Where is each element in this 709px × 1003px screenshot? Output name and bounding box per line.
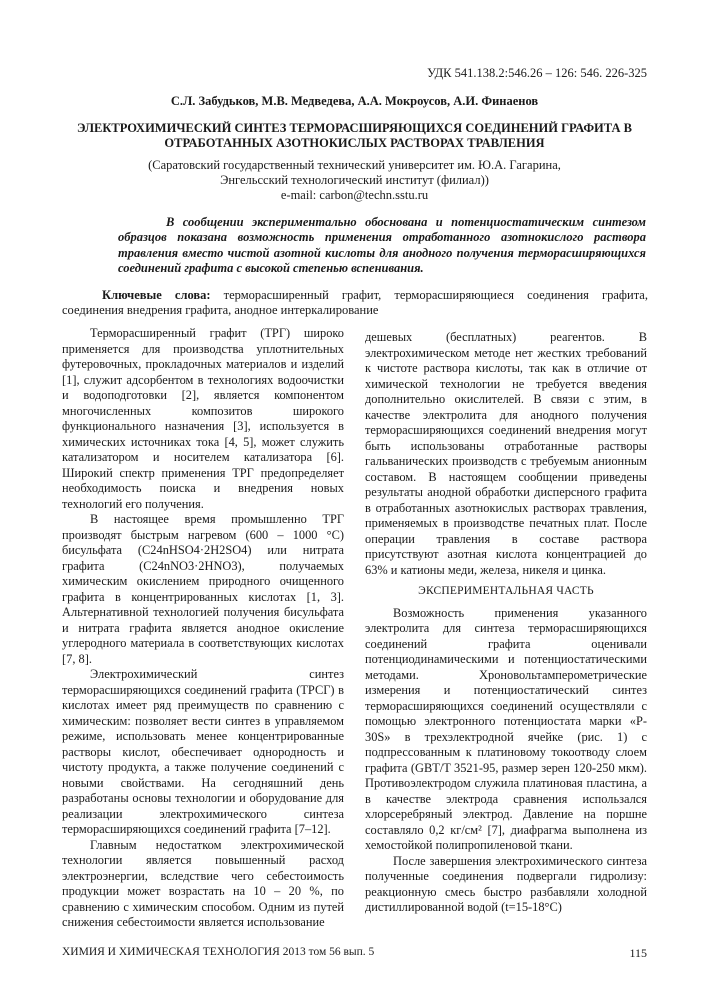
keywords [62,288,648,318]
affiliation [0,158,709,203]
paragraph: После завершения электрохимического синтеза полученные соединения подвергали гидролизу: реакционную смесь быстро разбавляли холодной дистиллированной водой (t=15-18°С) [365,853,647,914]
paragraph: В настоящее время промышленно ТРГ производят быстрым нагревом (600 – 1000 °С) бисульфата (C24nHSO4·2H2SO4) или нитрата графита (C24nNO3·2HNO3), получаемых химическим окислением природного очищенного графита в концентрированных кислотах [1, 3]. Альтернативной технологией получения бисульфата и нитрата графита является анодное окисление углеродного материала в соответствующих кислотах [7, 8]. [62,512,344,666]
keywords-paragraph [62,288,648,318]
keywords-label: Ключевые слова: [102,288,211,302]
journal-footer: ХИМИЯ И ХИМИЧЕСКАЯ ТЕХНОЛОГИЯ 2013 том 56 вып. 5 [62,946,375,958]
paragraph-continued: дешевых (бесплатных) реагентов. В электрохимическом методе нет жестких требований к чистоте раствора кислоты, так как в отличие от химической технологии не требуется введения дополнительно окислителей. В связи с этим, в качестве электролита для анодного получения терморасширяющихся соединений внедрения могут быть использованы отработанные растворы гальванических производств с требуемым анионным составом. В настоящем сообщении приведены результаты анодной обработки дисперсного графита в отработанных азотнокислых растворах травления, применяемых в производстве печатных плат. После операции травления в составе раствора присутствуют азотная кислота концентрацией до 63% и катионы меди, железа, никеля и цинка. [365,330,647,577]
authors: С.Л. Забудьков, М.В. Медведева, А.А. Мокроусов, А.И. Финаенов [170,94,539,108]
paper-title: ЭЛЕКТРОХИМИЧЕСКИЙ СИНТЕЗ ТЕРМОРАСШИРЯЮЩИХСЯ СОЕДИНЕНИЙ ГРАФИТА В ОТРАБОТАННЫХ АЗОТНОКИСЛЫХ РАСТВОРАХ ТРАВЛЕНИЯ [77,121,632,150]
affiliation-line-2: Энгельсский технологический институт (филиал)) [220,173,489,187]
udc-code: УДК 541.138.2:546.26 – 126: 546. 226-325 [427,66,647,80]
paragraph: Электрохимический синтез терморасширяющихся соединений графита (ТРСГ) в кислотах имеет ряд преимуществ по сравнению с химическим: позволяет вести синтез в управляемом режиме, использовать менее концентрированные растворы кислот, обеспечивает однородность и чистоту продукта, а также получение соединений с новыми свойствами. На сегодняшний день разработаны основы технологии и оборудование для реализации электрохимического синтеза терморасширяющихся соединений графита [7–12]. [62,667,344,836]
paragraph: Терморасширенный графит (ТРГ) широко применяется для производства уплотнительных футеровочных, прокладочных материалов и изделий [1], служит адсорбентом в технологиях водоочистки и водоподготовки [2], является компонентом многочисленных композитов широкого функционального назначения [3], используется в химических источниках тока [4, 5], может служить катализатором и носителем катализатора [6]. Широкий спектр применения ТРГ предопределяет необходимость поиска и внедрения новых технологий его получения. [62,326,344,511]
paragraph: Главным недостатком электрохимической технологии является повышенный расход электроэнергии, вследствие чего себестоимость продукции может возрастать на 10 – 20 %, по сравнению с химическим способом. Одним из путей снижения себестоимости является использование [62,837,344,929]
abstract [118,215,646,276]
left-column [62,326,344,931]
right-column [365,330,647,916]
paragraph: Возможность применения указанного электролита для синтеза терморасширяющихся соединений графита оценивали потенциодинамическими и потенциостатическими методами. Хроновольтамперометрические измерения и потенциостатический синтез терморасширяющихся соединений осуществляли с помощью электронного потенциостата марки «P-30S» в трехэлектродной ячейке (рис. 1) с подпрессованным к платиновому токоотводу слоем графита (GBT/T 3521-95, размер зерен 120-250 мкм). Противоэлектродом служила платиновая пластина, а в качестве электрода сравнения использался хлорсеребряный электрод. Давление на поршне составляло 0,2 кг/см² [7], диафрагма выполнена из хемостойкой полипропиленовой ткани. [365,605,647,852]
affiliation-line-1: (Саратовский государственный технический университет им. Ю.А. Гагарина, [148,158,561,172]
abstract-text: В сообщении экспериментально обоснована и потенциостатическим синтезом образцов показана возможность применения отработанного азотнокислого раствора травления вместо чистой азотной кислоты для анодного получения терморасширяющихся соединений графита с высокой степенью вспенивания. [118,215,646,275]
keywords-text: терморасширенный графит, терморасширяющиеся соединения графита, соединения внедрения графита, анодное интеркалирование [62,288,648,317]
page-number: 115 [629,946,647,960]
section-heading: ЭКСПЕРИМЕНТАЛЬНАЯ ЧАСТЬ [418,585,594,597]
email: e-mail: carbon@techn.sstu.ru [280,188,429,202]
